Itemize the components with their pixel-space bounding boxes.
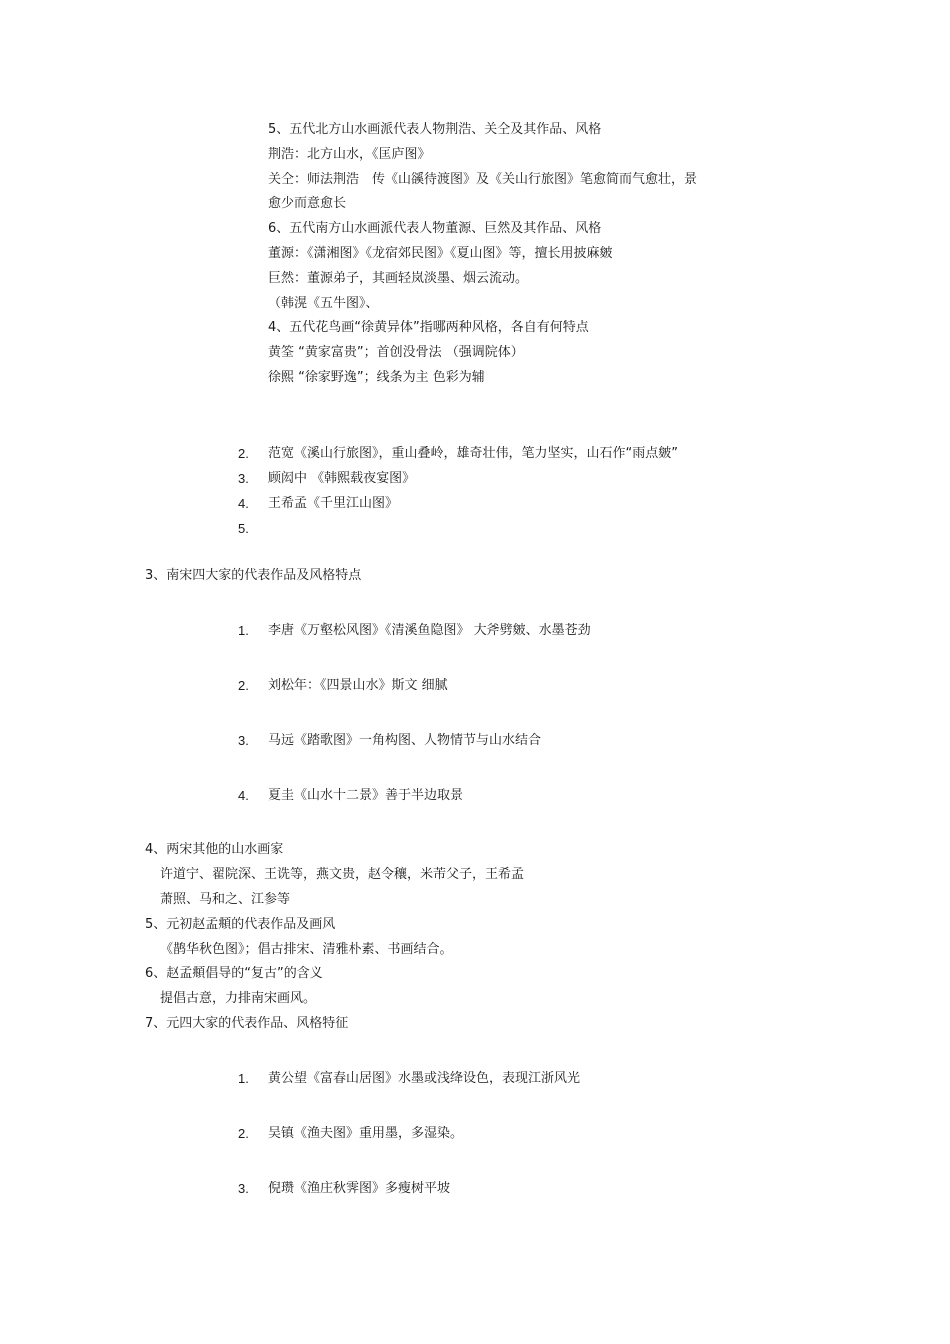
heading-7-yuan-four: 7、元四大家的代表作品、风格特征 [145,1016,349,1031]
text-quehua: 《鹊华秋色图》；倡古排宋、清雅朴素、书画结合。 [160,942,453,957]
list-text: 李唐《万壑松风图》《清溪鱼隐图》 大斧劈皴、水墨苍劲 [268,623,591,638]
text-dongyuan: 董源：《潇湘图》《龙宿郊民图》《夏山图》等，擅长用披麻皴 [268,246,613,261]
text-hanhuang: （韩滉《五牛图》、 [268,296,379,311]
list-number: 2. [238,446,249,461]
text-painters-list-2: 萧照、马和之、江参等 [160,892,291,907]
heading-6-south-school: 6、五代南方山水画派代表人物董源、巨然及其作品、风格 [268,221,602,236]
list-number: 2. [238,678,249,693]
list-number: 3. [238,1181,249,1196]
list-number: 2. [238,1126,249,1141]
text-huangquan: 黄筌 “黄家富贵”；首创没骨法 （强调院体） [268,345,524,360]
list-text: 王希孟《千里江山图》 [268,496,399,511]
heading-4-other-painters: 4、两宋其他的山水画家 [145,842,284,857]
list-number: 3. [238,733,249,748]
list-number: 1. [238,1071,249,1086]
text-juran: 巨然：董源弟子，其画轻岚淡墨、烟云流动。 [268,271,529,286]
list-text: 夏圭《山水十二景》善于半边取景 [268,788,464,803]
list-text: 顾闳中 《韩熙载夜宴图》 [268,471,416,486]
list-number: 1. [238,623,249,638]
list-text: 倪瓒《渔庄秋霁图》多瘦树平坡 [268,1181,451,1196]
heading-3-southern-song: 3、南宋四大家的代表作品及风格特点 [145,568,362,583]
text-fugu: 提倡古意，力排南宋画风。 [160,991,317,1006]
list-text: 吴镇《渔夫图》重用墨，多湿染。 [268,1126,464,1141]
text-guantong-cont: 愈少而意愈长 [268,196,347,211]
text-painters-list-1: 许道宁、翟院深、王诜等，燕文贵，赵令穰，米芾父子，王希孟 [160,867,525,882]
heading-6-fugu: 6、赵孟頫倡导的“复古”的含义 [145,966,323,981]
list-text: 黄公望《富春山居图》水墨或浅绛设色，表现江浙风光 [268,1071,581,1086]
list-text: 范宽《溪山行旅图》，重山叠岭，雄奇壮伟，笔力坚实，山石作“雨点皴” [268,446,678,461]
heading-5-north-school: 5、五代北方山水画派代表人物荆浩、关仝及其作品、风格 [268,122,602,137]
list-number: 4. [238,788,249,803]
list-number: 4. [238,496,249,511]
text-jinghao: 荆浩：北方山水，《匡庐图》 [268,147,431,162]
list-text: 刘松年：《四景山水》斯文 细腻 [268,678,448,693]
text-guantong: 关仝：师法荆浩 传《山豀待渡图》及《关山行旅图》笔愈简而气愈壮，景 [268,172,698,187]
list-text: 马远《踏歌图》一角构图、人物情节与山水结合 [268,733,542,748]
heading-5-zhao-mengfu: 5、元初赵孟頫的代表作品及画风 [145,917,336,932]
list-number: 5. [238,521,249,536]
heading-4-xuhuang: 4、五代花鸟画“徐黄异体”指哪两种风格，各自有何特点 [268,320,589,335]
list-number: 3. [238,471,249,486]
text-xuxi: 徐熙 “徐家野逸”；线条为主 色彩为辅 [268,370,485,385]
